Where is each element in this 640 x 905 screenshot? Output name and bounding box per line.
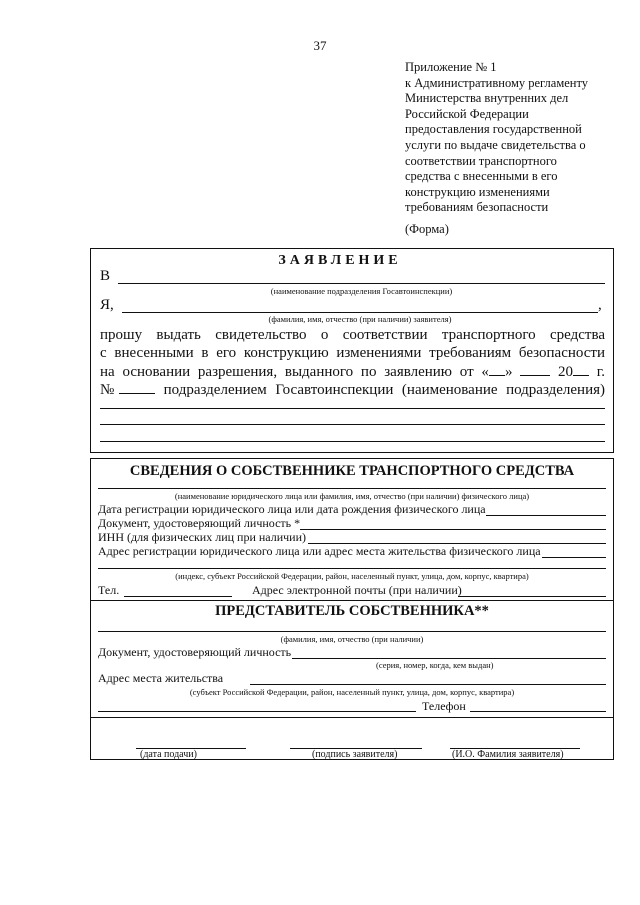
- appendix-line: Министерства внутренних дел: [405, 91, 569, 106]
- appendix-line: Приложение № 1: [405, 60, 497, 74]
- inn-label: ИНН (для физических лиц при наличии): [98, 530, 307, 544]
- application-year-field[interactable]: [573, 362, 589, 376]
- number-sign: №: [100, 382, 120, 398]
- rep-name-field[interactable]: [98, 631, 606, 632]
- rep-id-doc-label: Документ, удостоверяющий личность: [98, 645, 292, 659]
- appendix-line: предоставления государственной: [405, 122, 582, 137]
- name-caption: (И.О. Фамилия заявителя): [452, 749, 564, 760]
- rep-id-caption: (серия, номер, когда, кем выдан): [376, 660, 494, 670]
- body-line3-text: на основании разрешения, выданного по заявлению от «: [100, 364, 489, 380]
- representative-title: ПРЕДСТАВИТЕЛЬ СОБСТВЕННИКА**: [215, 603, 489, 619]
- rep-residence-label: Адрес места жительства: [98, 671, 224, 685]
- application-month-field[interactable]: [520, 362, 550, 376]
- i-prefix: Я,: [100, 297, 114, 313]
- reg-date-field[interactable]: [486, 515, 606, 516]
- to-field[interactable]: [118, 283, 605, 284]
- date-caption: (дата подачи): [140, 749, 197, 760]
- owner-title: СВЕДЕНИЯ О СОБСТВЕННИКЕ ТРАНСПОРТНОГО СРЕДСТВА: [129, 463, 575, 479]
- section-divider: [90, 600, 614, 601]
- owner-phone-label: Тел.: [98, 583, 120, 597]
- owner-name-caption: (наименование юридического лица или фамилия, имя, отчество (при наличии) физического лица): [174, 491, 530, 501]
- i-caption: (фамилия, имя, отчество (при наличии) заявителя): [268, 314, 452, 324]
- year-prefix: 20: [558, 364, 573, 380]
- statement-title: ЗАЯВЛЕНИЕ: [278, 253, 402, 268]
- reg-date-label: Дата регистрации юридического лица или дата рождения физического лица: [98, 502, 486, 516]
- owner-address-line-2[interactable]: [98, 568, 606, 569]
- appendix-line: средства с внесенными в его: [405, 169, 558, 184]
- section-divider-2: [90, 717, 614, 718]
- appendix-line: конструкцию изменениями: [405, 184, 550, 199]
- appendix-line: требованиям безопасности: [405, 200, 549, 215]
- appendix-line: Российской Федерации: [405, 106, 529, 121]
- rep-residence-caption: (субъект Российской Федерации, район, населенный пункт, улица, дом, корпус, квартира): [189, 687, 515, 697]
- dept-name-line-3[interactable]: [100, 441, 605, 442]
- owner-address-label: Адрес регистрации юридического лица или адрес места жительства физического лица: [98, 544, 541, 558]
- rep-phone-label: Телефон: [422, 699, 466, 713]
- appendix-line: соответствии транспортного: [405, 153, 557, 168]
- rep-residence-line-2[interactable]: [98, 711, 416, 712]
- body-line4-text: подразделением Госавтоинспекции (наименование подразделения): [163, 382, 606, 398]
- owner-address-field[interactable]: [542, 557, 606, 558]
- application-day-field[interactable]: [489, 362, 505, 376]
- year-suffix: г.: [596, 364, 605, 380]
- i-suffix: ,: [598, 297, 602, 313]
- application-number-field[interactable]: [119, 380, 155, 394]
- applicant-name-field[interactable]: [122, 312, 598, 313]
- statement-body-line3: [100, 362, 605, 382]
- owner-name-field[interactable]: [98, 488, 606, 489]
- owner-phone-field[interactable]: [124, 596, 232, 597]
- rep-residence-field[interactable]: [250, 684, 606, 685]
- appendix-line: к Административному регламенту: [405, 75, 589, 90]
- sign-caption: (подпись заявителя): [312, 749, 398, 760]
- appendix-line: услуги по выдаче свидетельства о: [405, 137, 586, 152]
- statement-body-line4: [100, 380, 605, 400]
- dept-name-line-2[interactable]: [100, 424, 605, 425]
- owner-id-doc-label: Документ, удостоверяющий личность *: [98, 516, 301, 530]
- page-number: 37: [313, 38, 327, 53]
- statement-body-line1: прошу выдать свидетельство о соответствии транспортного средства: [100, 327, 605, 343]
- rep-phone-field[interactable]: [470, 711, 606, 712]
- owner-email-label: Адрес электронной почты (при наличии): [252, 583, 462, 597]
- statement-body-line2: с внесенными в его конструкцию изменениями требованиям безопасности: [100, 345, 605, 361]
- owner-email-field[interactable]: [458, 596, 606, 597]
- appendix-header: [405, 60, 620, 216]
- to-prefix: В: [100, 268, 111, 284]
- rep-name-caption: (фамилия, имя, отчество (при наличии): [280, 634, 424, 644]
- dept-name-line-1[interactable]: [100, 408, 605, 409]
- quote-close: »: [504, 364, 513, 380]
- to-caption: (наименование подразделения Госавтоинспекции): [270, 286, 453, 296]
- form-label: (Форма): [405, 222, 449, 236]
- owner-id-doc-field[interactable]: [300, 529, 606, 530]
- rep-id-doc-field[interactable]: [292, 658, 606, 659]
- owner-address-caption: (индекс, субъект Российской Федерации, район, населенный пункт, улица, дом, корпус, квартира): [175, 571, 529, 581]
